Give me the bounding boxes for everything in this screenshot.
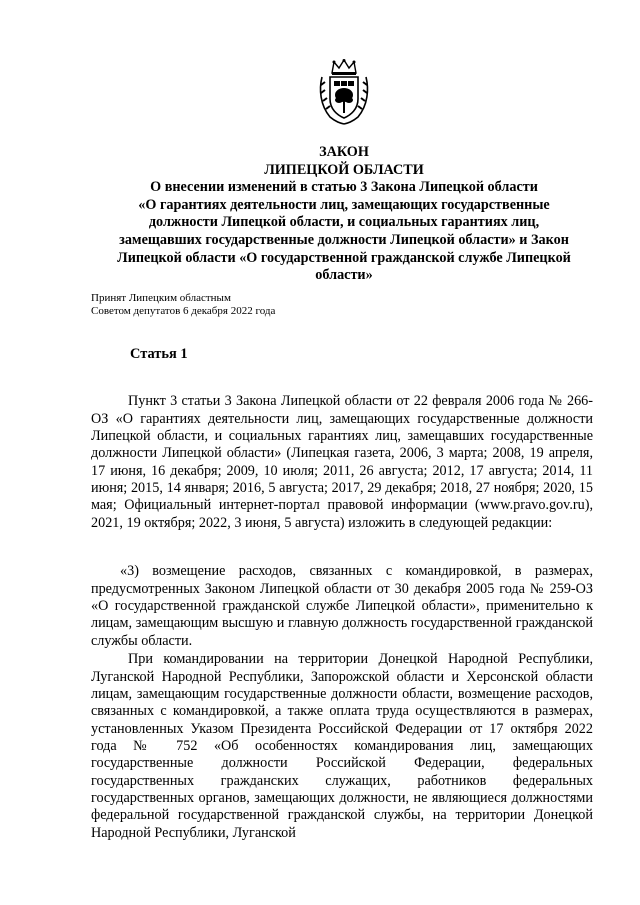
adoption-note (91, 292, 391, 318)
title-line-6: замещавших государственные должности Липецкой области» и Закон (119, 231, 569, 248)
title-line-4: «О гарантиях деятельности лиц, замещающих государственные (138, 196, 550, 213)
law-title (84, 144, 604, 285)
title-line-8: области» (315, 267, 373, 284)
article-paragraph-3: При командировании на территории Донецкой Народной Республики, Луганской Народной Республики, Запорожской области и Херсонской области лицам, замещающим государственные должности области, возмещение расходов, связанных с командировкой, а также оплата труда осуществляются в размерах, установленных Указом Президента Российской Федерации от 17 октября 2022 года № 752 «Об особенностях командирования лиц, замещающих государственные должности Российской Федерации, федеральных государственных гражданских служащих, работников федеральных государственных органов, замещающих должности, не являющиеся должностями федеральной государственной гражданской службы, на территории Донецкой Народной Республики, Луганской (91, 651, 593, 841)
adoption-line-2: Советом депутатов 6 декабря 2022 года (91, 305, 276, 317)
article-paragraph-1: Пункт 3 статьи 3 Закона Липецкой области от 22 февраля 2006 года № 266-ОЗ «О гарантиях деятельности лиц, замещающих государственные должности Липецкой области, и социальных гарантиях лиц, замещавших государственные должности Липецкой области» (Липецкая газета, 2006, 3 марта; 2008, 19 апреля, 17 июня, 16 декабря; 2009, 10 июля; 2011, 26 августа; 2012, 17 августа; 2014, 11 июня; 2015, 14 января; 2016, 5 августа; 2017, 29 декабря; 2018, 27 ноября; 2020, 15 мая; Официальный интернет-портал правовой информации (www.pravo.gov.ru), 2021, 19 октября; 2022, 3 июня, 5 августа) изложить в следующей редакции: (91, 393, 593, 531)
article-paragraph-2: «3) возмещение расходов, связанных с командировкой, в размерах, предусмотренных Законом Липецкой области от 30 декабря 2005 года № 259-ОЗ «О государственной гражданской службе Липецкой области», применительно к лицам, замещающим высшую и главную должность государственной гражданской службы области. (91, 563, 593, 649)
adoption-line-1: Принят Липецким областным (91, 292, 231, 304)
title-line-2: ЛИПЕЦКОЙ ОБЛАСТИ (264, 161, 424, 178)
title-line-3: О внесении изменений в статью 3 Закона Липецкой области (150, 179, 538, 196)
article-heading: Статья 1 (130, 346, 188, 362)
title-line-7: Липецкой области «О государственной гражданской службе Липецкой (117, 249, 571, 266)
title-line-1: ЗАКОН (319, 144, 369, 160)
title-line-5: должности Липецкой области, и социальных гарантиях лиц, (148, 214, 540, 231)
coat-of-arms-icon (318, 59, 370, 125)
